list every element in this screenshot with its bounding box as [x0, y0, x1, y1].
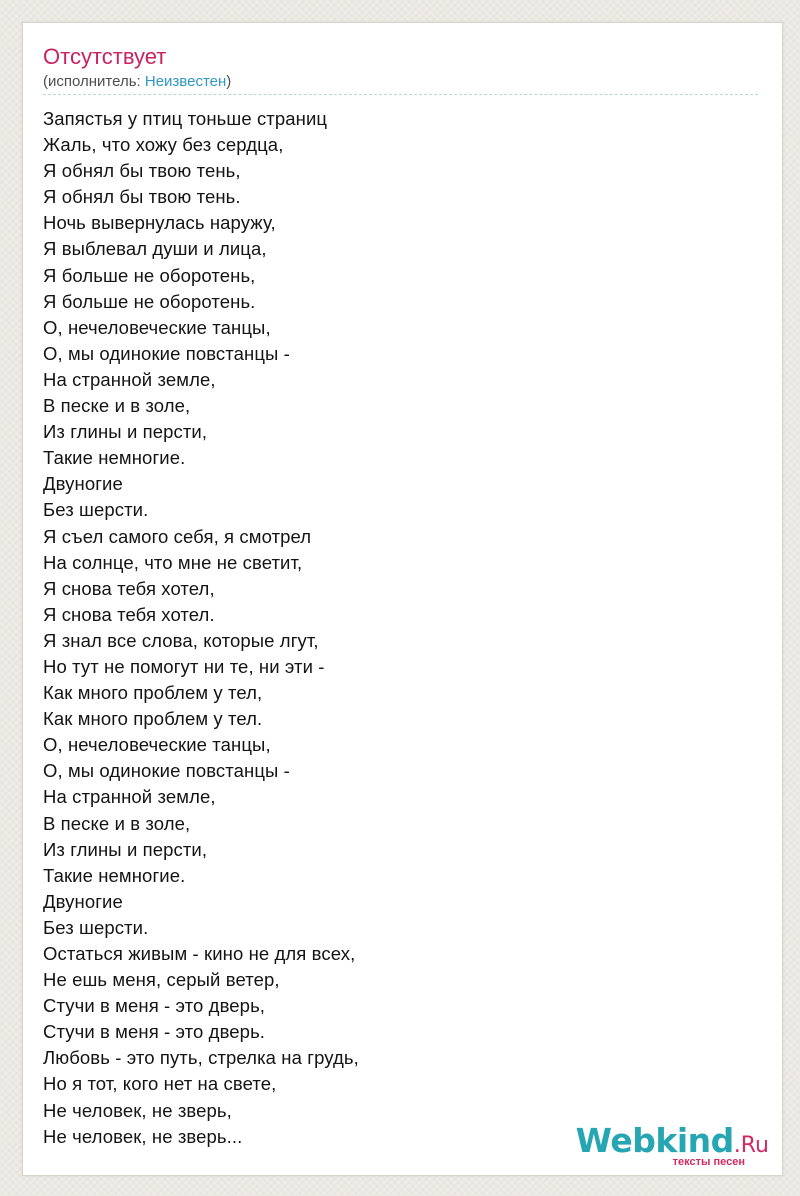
- lyric-line: На странной земле,: [43, 368, 216, 390]
- lyric-line: О, нечеловеческие танцы,: [43, 734, 271, 756]
- lyric-line: Из глины и персти,: [43, 838, 208, 860]
- lyric-line: На странной земле,: [43, 786, 216, 808]
- artist-prefix: (исполнитель:: [43, 73, 145, 90]
- lyric-line: Как много проблем у тел.: [43, 708, 263, 730]
- lyric-line: Стучи в меня - это дверь,: [43, 995, 266, 1017]
- lyric-line: Как много проблем у тел,: [43, 682, 263, 704]
- lyric-line: Двуногие: [43, 890, 123, 912]
- lyric-line: О, нечеловеческие танцы,: [43, 316, 271, 338]
- lyric-line: Остаться живым - кино не для всех,: [43, 943, 356, 964]
- lyric-line: Без шерсти.: [43, 499, 149, 521]
- artist-suffix: ): [226, 73, 232, 90]
- divider: [43, 94, 758, 95]
- lyric-line: Я больше не оборотень,: [43, 264, 256, 286]
- artist-link[interactable]: Неизвестен: [144, 73, 227, 90]
- lyric-line: Я обнял бы твою тень.: [43, 186, 241, 208]
- lyric-line: Такие немногие.: [43, 864, 186, 886]
- lyric-line: Двуногие: [43, 473, 123, 495]
- lyric-line: Из глины и персти,: [43, 421, 208, 443]
- lyric-line: В песке и в золе,: [43, 395, 191, 417]
- logo-tagline: тексты песен: [672, 1156, 745, 1168]
- lyric-line: Не человек, не зверь,: [43, 1099, 232, 1121]
- lyric-line: Но тут не помогут ни те, ни эти -: [43, 655, 325, 677]
- lyric-line: Такие немногие.: [43, 447, 186, 469]
- lyric-line: Любовь - это путь, стрелка на грудь,: [43, 1047, 359, 1069]
- lyric-line: Жаль, что хожу без сердца,: [43, 134, 284, 156]
- lyric-line: На солнце, что мне не светит,: [43, 551, 303, 573]
- lyric-line: Я снова тебя хотел.: [43, 603, 215, 625]
- lyric-line: Без шерсти.: [43, 916, 149, 938]
- lyric-line: Но я тот, кого нет на свете,: [43, 1073, 277, 1095]
- song-title: Отсутствует: [43, 44, 167, 69]
- lyric-line: Я съел самого себя, я смотрел: [43, 525, 312, 547]
- lyric-line: Стучи в меня - это дверь.: [43, 1021, 266, 1043]
- artist-line: [43, 73, 231, 91]
- lyric-line: Я снова тебя хотел,: [43, 577, 215, 599]
- lyric-line: Не ешь меня, серый ветер,: [43, 969, 280, 991]
- logo-tld: .Ru: [733, 1133, 769, 1158]
- lyric-line: О, мы одинокие повстанцы -: [43, 342, 290, 364]
- lyric-line: Я знал все слова, которые лгут,: [43, 629, 319, 651]
- lyric-line: Не человек, не зверь...: [43, 1125, 243, 1147]
- lyric-line: В песке и в золе,: [43, 812, 191, 834]
- lyrics-text: [43, 106, 359, 1150]
- logo-word: Webkind: [575, 1121, 734, 1160]
- lyric-line: Я выблевал души и лица,: [43, 238, 267, 260]
- lyric-line: О, мы одинокие повстанцы -: [43, 760, 290, 782]
- lyric-line: Запястья у птиц тоньше страниц: [43, 108, 328, 129]
- lyric-line: Я больше не оборотень.: [43, 290, 256, 312]
- lyrics-card: [22, 22, 783, 1176]
- lyric-line: Ночь вывернулась наружу,: [43, 212, 276, 234]
- webkind-logo[interactable]: [575, 1121, 769, 1168]
- lyric-line: Я обнял бы твою тень,: [43, 160, 241, 182]
